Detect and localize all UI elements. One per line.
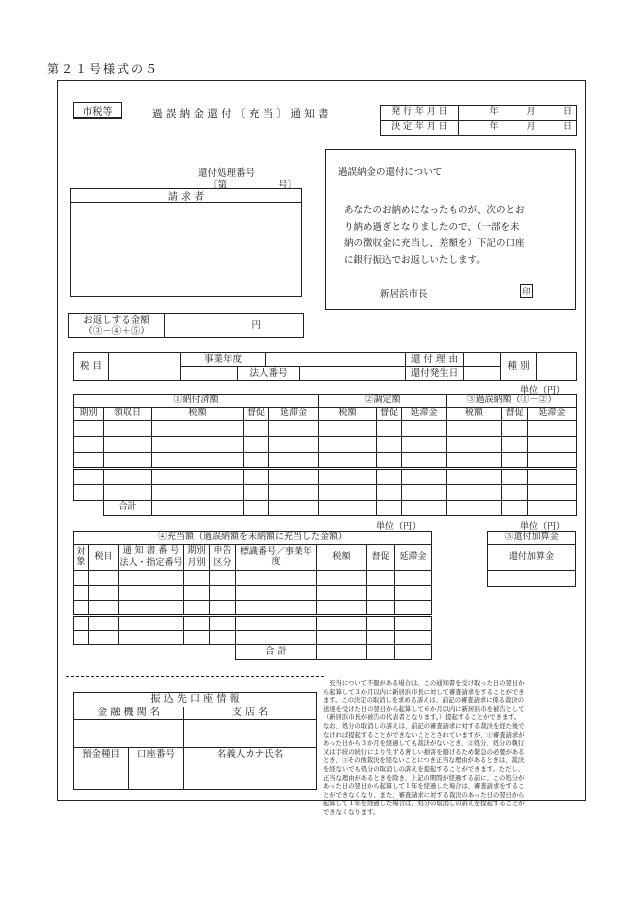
appeal-line: ます。この決定の取消しを求める訴えは、前記の審査請求に係る裁決の — [323, 697, 524, 705]
notice-line-3: 納の徴収金に充当し、差額を）下記の口座 — [344, 238, 525, 249]
cut-line — [66, 676, 324, 677]
assessed-group-header: ②調定額 — [319, 395, 447, 408]
notice-box — [325, 149, 576, 310]
col-ryoshubi: 領収日 — [104, 408, 152, 421]
table-row — [74, 485, 577, 501]
jigyo-value — [266, 353, 406, 367]
appeal-line: 起算して１年を経過した場合は、処分の取消しの訴えを提起することが — [323, 800, 525, 808]
refund-detail-table — [73, 394, 577, 516]
notice-heading: 過誤納金の還付について — [338, 167, 443, 178]
appeal-line: なお、処分の取消しの訴えは、前記の審査請求に対する裁決を経た後で — [323, 722, 525, 730]
table-row — [74, 437, 577, 453]
col-tokusoku-2: 督促 — [377, 408, 402, 421]
col-tsuchi-line-2: 法人・指定番号 — [119, 558, 183, 568]
issue-month: 月 — [505, 106, 542, 121]
bank-name-label: 金 融 機 関 名 — [74, 707, 184, 720]
col-alloc-kibetsu-line-2: 月別 — [187, 558, 206, 568]
table-row — [74, 601, 432, 616]
col-tsuchi-line-1: 通 知 書 番 号 — [122, 545, 180, 556]
decision-year: 年 — [459, 121, 505, 136]
jigyo-sub-1 — [181, 367, 238, 381]
unit-label-kasan: 単位（円） — [520, 522, 566, 532]
allocation-table — [73, 531, 432, 660]
col-entai-1: 延滞金 — [269, 408, 319, 421]
notice-line-2: り納め過ぎとなりましたので、（一部を未 — [344, 221, 520, 233]
hassei-value — [464, 367, 501, 381]
col-tokusoku-3: 督促 — [502, 408, 528, 421]
bank-name-value — [74, 720, 184, 748]
issue-year: 年 — [459, 106, 505, 121]
overpaid-group-header: ③過誤納額（①－②） — [447, 395, 577, 408]
col-alloc-kibetsu — [184, 545, 210, 571]
account-holder-label: 名義人カナ氏名 — [184, 748, 317, 762]
unit-label-main: 単位（円） — [520, 386, 566, 396]
refund-number-label: 還付処理番号 — [198, 168, 256, 179]
appeal-line: できなくなります。 — [323, 808, 380, 816]
col-tokusoku-1: 督促 — [244, 408, 269, 421]
appeal-line: あった日の翌日から起算して１年を経過した場合は、審査請求をするこ — [323, 783, 525, 791]
issue-date-label: 発 行 年 月 日 — [381, 106, 459, 121]
return-amount-unit: 円 — [165, 314, 304, 338]
table-row — [74, 616, 432, 631]
return-amount-label-main: お返しする金額 — [83, 314, 150, 326]
deposit-type-label: 預金種目 — [74, 748, 129, 762]
notice-line-4: に銀行振込でお返しいたします。 — [344, 254, 486, 266]
appeal-line: とき、③その他裁決を経ないことにつき正当な理由があるときは、裁決 — [323, 757, 525, 765]
col-alloc-zeimoku: 税目 — [89, 545, 119, 571]
col-zeigaku-2: 税額 — [319, 408, 377, 421]
account-number-label: 口座番号 — [129, 748, 184, 762]
jigyo-label: 事業年度 — [181, 353, 266, 367]
appeal-line: 充当について不服がある場合は、この通知書を受け取った日の翌日か — [323, 680, 525, 687]
appeal-line: とができなくなり、また、審査請求に対する裁決のあった日の翌日から — [323, 791, 525, 799]
appeal-line: （新居浜市長が被告の代表者となります。）提起することができます。 — [323, 714, 521, 722]
tax-tag: 市税等 — [73, 102, 122, 119]
col-alloc-kibetsu-line-1: 期別 — [187, 545, 206, 556]
table-row — [74, 421, 577, 437]
table-row — [74, 469, 577, 485]
tax-info-table — [73, 352, 577, 381]
appeal-line: 送達を受けた日の翌日から起算して６か月以内に新居浜市を被告として — [323, 705, 525, 713]
col-zeigaku-3: 税額 — [447, 408, 502, 421]
col-zeigaku-1: 税額 — [152, 408, 244, 421]
claimant-box — [70, 188, 302, 297]
kasan-header: ⑤還付加算金 — [488, 532, 576, 545]
shubetsu-label: 種 別 — [501, 353, 537, 381]
kasan-label: 還付加算金 — [488, 545, 576, 571]
mayor-name: 新居浜市長 — [380, 289, 428, 300]
col-shinkoku-line-1: 申告 — [213, 545, 232, 556]
bank-info-table — [73, 692, 317, 790]
decision-day: 日 — [542, 121, 577, 136]
document-title: 過 誤 納 金 還 付 〔 充 当 〕 通 知 書 — [152, 108, 329, 120]
col-alloc-entai: 延滞金 — [395, 545, 432, 571]
zeimoku-value — [109, 353, 181, 381]
allocation-total-label: 合 計 — [236, 645, 317, 660]
col-hyoshiki: 標識番号／事業年度 — [236, 545, 317, 571]
shubetsu-value — [537, 353, 577, 381]
branch-name-label: 支 店 名 — [184, 707, 317, 720]
riyu-value — [464, 353, 501, 367]
col-shinkoku — [210, 545, 236, 571]
appeal-line: 正当な理由があるときを除き、上記の期間が経過する前に、この処分が — [323, 774, 525, 782]
hassei-label: 還付発生日 — [406, 367, 464, 381]
refund-number-go: 号〕 — [278, 180, 298, 191]
appeal-line: を経ないでも処分の取消しの訴えを提起することができます。ただし、 — [323, 765, 524, 773]
col-entai-2: 延滞金 — [402, 408, 447, 421]
allocation-group-header: ④充当額（過誤納額を未納額に充当した金額） — [74, 532, 432, 545]
col-kibetsu: 期別 — [74, 408, 104, 421]
col-shinkoku-line-2: 区分 — [213, 558, 232, 568]
appeal-line: ら起算して３か月以内に新居浜市長に対して審査請求をすることができ — [323, 688, 525, 696]
account-holder-value — [184, 762, 317, 790]
col-entai-3: 延滞金 — [528, 408, 577, 421]
appeal-line: あった日から３か月を経過しても裁決がないとき、②処分、処分の執行 — [323, 740, 525, 748]
zeimoku-label: 税 目 — [74, 353, 109, 381]
kasan-table — [487, 531, 576, 587]
return-amount-label — [69, 314, 165, 338]
decision-month: 月 — [505, 121, 542, 136]
kasan-value — [488, 571, 576, 587]
return-amount-table — [68, 313, 304, 338]
account-number-value — [129, 762, 184, 790]
hojin-label: 法人番号 — [238, 367, 300, 381]
notice-body — [344, 203, 525, 269]
col-tsuchi — [119, 545, 184, 571]
deposit-type-value — [74, 762, 129, 790]
table-row — [74, 453, 577, 469]
official-seal: 印 — [520, 284, 533, 298]
return-amount-label-formula: （③－④＋⑤） — [83, 325, 150, 337]
appeal-line: なければ提起することができないこととされていますが、①審査請求が — [323, 731, 525, 739]
table-row — [74, 586, 432, 601]
main-total-label: 合計 — [104, 501, 152, 516]
form-number: 第２１号様式の５ — [47, 62, 160, 76]
col-alloc-zeigaku: 税額 — [317, 545, 367, 571]
bank-info-title: 振 込 先 口 座 情 報 — [74, 693, 317, 707]
riyu-label: 還 付 理 由 — [406, 353, 464, 367]
decision-date-label: 決 定 年 月 日 — [381, 121, 459, 136]
date-table — [380, 105, 577, 136]
appeal-notice — [323, 680, 582, 818]
hojin-value — [300, 367, 406, 381]
branch-name-value — [184, 720, 317, 748]
refund-number-dai: 〔第 — [208, 180, 228, 191]
appeal-line: 又は手続の続行により生ずる著しい損害を避けるため緊急の必要がある — [323, 748, 525, 756]
issue-day: 日 — [542, 106, 577, 121]
paid-group-header: ①納付済額 — [74, 395, 319, 408]
unit-label-allocation: 単位（円） — [376, 522, 422, 532]
claimant-label: 請 求 者 — [71, 189, 301, 203]
col-taisho: 対象 — [74, 545, 89, 571]
col-alloc-tokusoku: 督促 — [367, 545, 395, 571]
notice-line-1: あなたのお納めになったものが、次のとお — [344, 205, 525, 216]
table-row — [74, 571, 432, 586]
table-row — [74, 631, 432, 645]
